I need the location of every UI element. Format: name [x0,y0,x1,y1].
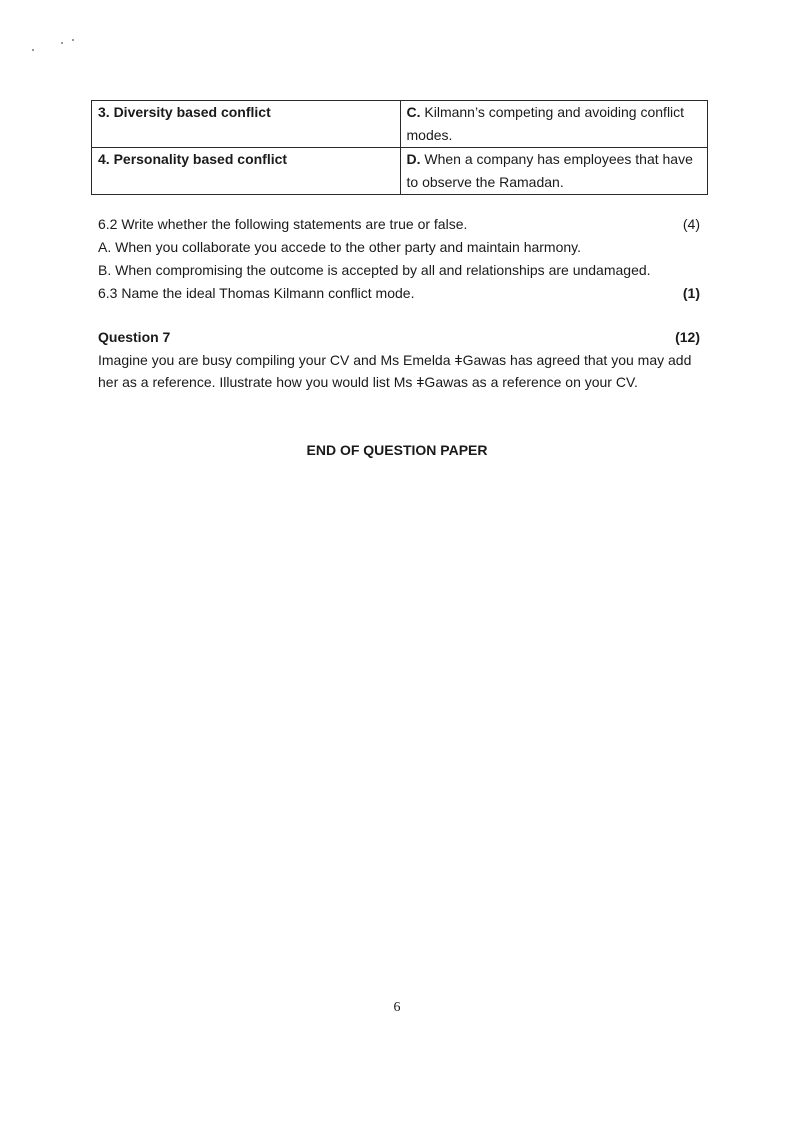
conflict-type-label: 3. Diversity based conflict [98,104,271,120]
conflict-type-cell [92,101,401,148]
statement-a: A. When you collaborate you accede to the other party and maintain harmony. [98,239,582,255]
page-number: 6 [393,1000,401,1015]
scan-speck [61,42,63,44]
statement-b: B. When compromising the outcome is accepted by all and relationships are undamaged. [98,262,651,278]
scan-speck [72,39,74,41]
option-text: Kilmann’s competing and avoiding conflict modes. [406,104,685,143]
question-6-3-marks: (1) [682,285,700,301]
description-cell [400,148,708,195]
table-row [92,148,708,195]
question-6-2-text: 6.2 Write whether the following statements are true or false. [98,216,468,232]
scan-speck [32,49,34,51]
matching-table [91,100,708,195]
end-of-paper-heading: END OF QUESTION PAPER [306,442,488,458]
option-text: When a company has employees that have to observe the Ramadan. [406,151,693,190]
question-6-3-text: 6.3 Name the ideal Thomas Kilmann conflict mode. [98,285,415,301]
conflict-type-cell [92,148,401,195]
option-letter: D. [406,151,421,167]
question-6-2-marks: (4) [682,216,700,232]
question-7-title: Question 7 [98,329,171,345]
table-row [92,101,708,148]
question-7-text: Imagine you are busy compiling your CV and Ms Emelda ǂGawas has agreed that you may add her as a reference. Illustrate how you would list Ms ǂGawas as a reference on your CV. [98,352,692,390]
description-cell [400,101,708,148]
question-7-marks: (12) [675,329,700,345]
option-letter: C. [406,104,421,120]
conflict-type-label: 4. Personality based conflict [98,151,288,167]
